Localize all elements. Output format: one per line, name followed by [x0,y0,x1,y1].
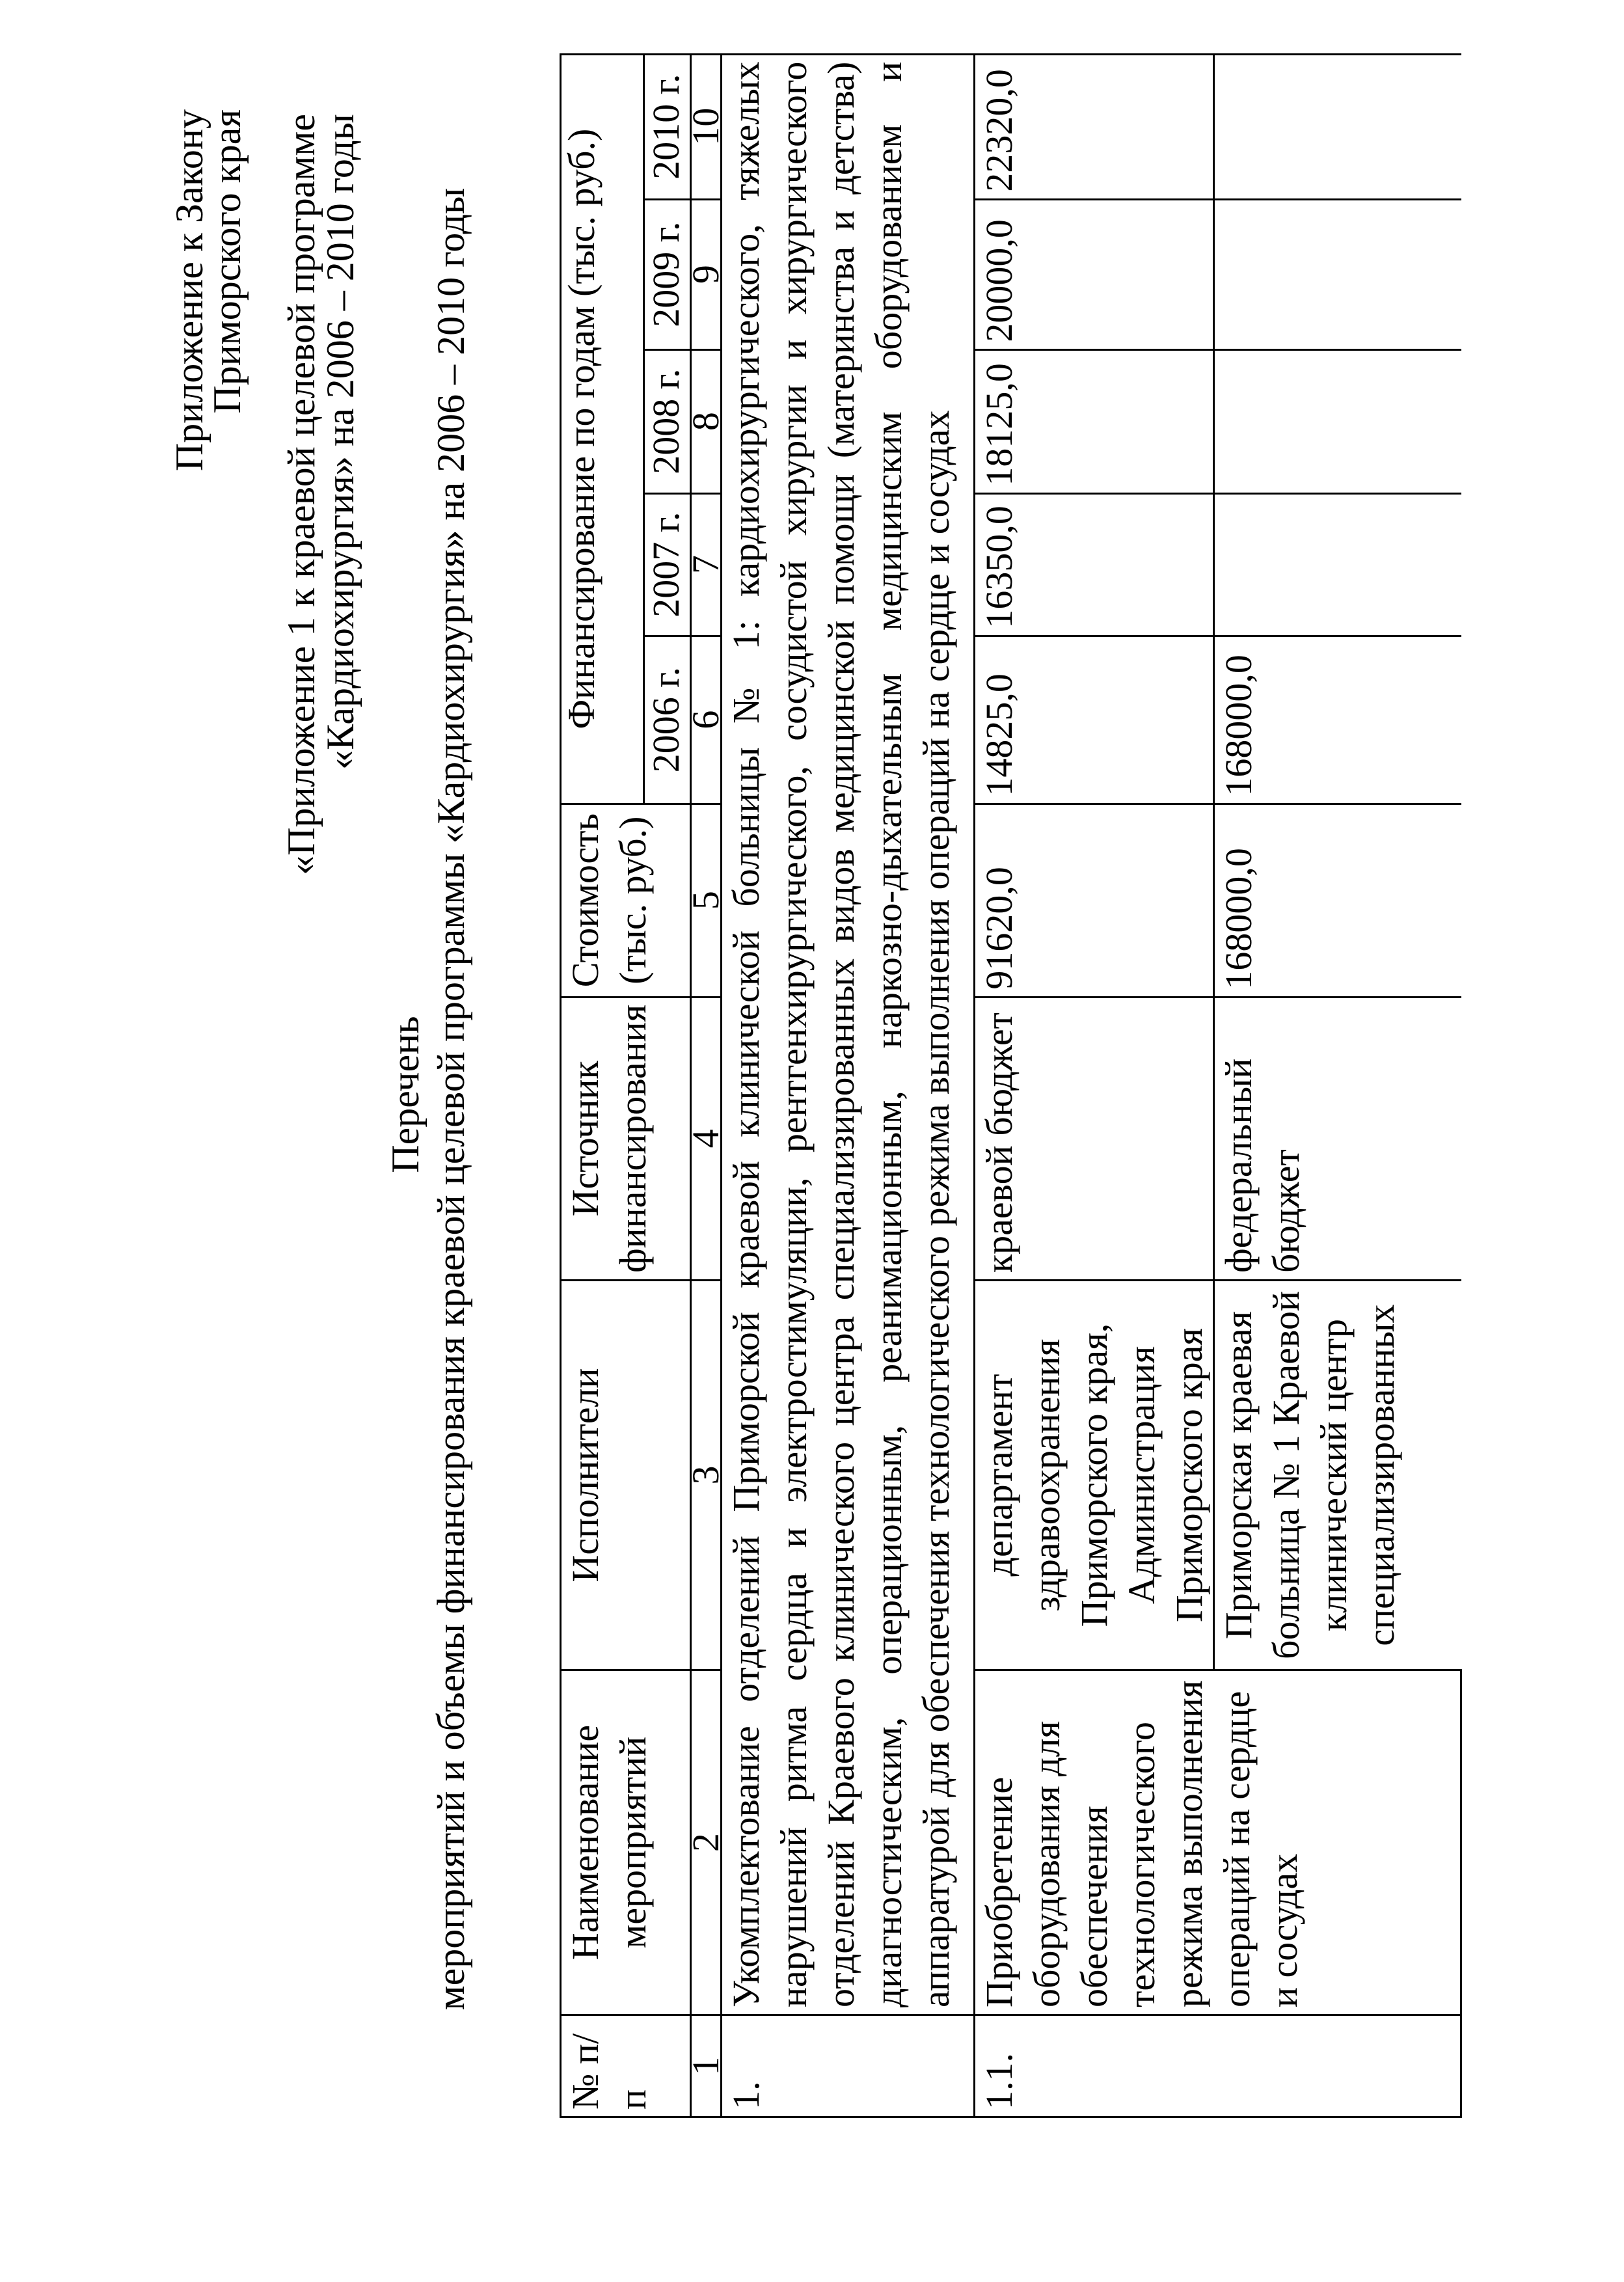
column-number: 10 [691,54,722,199]
item-source: краевой бюджет [975,997,1214,1280]
item-cost: 168000,0 [1214,804,1461,997]
program-appendix-line2: «Кардиохирургия» на 2006 – 2010 годы [319,114,362,770]
law-appendix-line2: Приморского края [206,109,249,414]
item-executors: департамент здравоохранения Приморского края, Администрация Приморского края [975,1281,1214,1670]
program-appendix-line1: «Приложение 1 к краевой целевой программе [280,114,323,875]
item-source: федеральный бюджет [1214,997,1461,1280]
item-year-value: 14825,0 [975,636,1214,804]
header-year: 2010 г. [644,54,691,199]
column-number: 9 [691,199,722,349]
item-name: Приобретение оборудования для обеспечения технологического режима выполнения операций на сердце и сосудах [975,1670,1461,2015]
item-year-value [1214,54,1461,199]
table-row [975,54,1214,2117]
item-year-value [1214,199,1461,349]
column-number: 1 [691,2015,722,2117]
header-year: 2006 г. [644,636,691,804]
item-year-value: 22320,0 [975,54,1214,199]
financing-table [560,53,1462,2118]
item-year-value: 168000,0 [1214,636,1461,804]
header-source: Источник финансирования [561,997,691,1280]
header-year: 2007 г. [644,493,691,636]
document-subtitle: мероприятий и объемы финансирования краевой целевой программы «Кардиохирургия» на 2006 – 2010 годы [429,187,472,2011]
item-executors: Приморская краевая больница № 1 Краевой клинический центр специализированных [1214,1281,1461,1670]
item-year-value [1214,493,1461,636]
header-cost: Стоимость (тыс. руб.) [561,804,691,997]
item-year-value: 16350,0 [975,493,1214,636]
item-num: 1.1. [975,2015,1461,2117]
column-number: 4 [691,997,722,1280]
column-number: 7 [691,493,722,636]
header-executors: Исполнители [561,1281,691,1670]
column-number: 6 [691,636,722,804]
item-year-value [1214,349,1461,493]
item-cost: 91620,0 [975,804,1214,997]
section-num: 1. [722,2015,975,2117]
law-appendix-line1: Приложение к Закону [168,109,211,472]
section-text: Укомплектование отделений Приморской краевой клинической больницы № 1: кардиохирургического, тяжелых нарушений ритма сердца и электростимуляции, рентгенхирургического, сосудистой хирургии и хирургического отделений Краевого клинического центра специализированных видов медицинской помощи (материнства и детства) диагностическим, операционным, реанимационным, наркозно-дыхательным медицинским оборудованием и аппаратурой для обеспечения технологического режима выполнения операций на сердце и сосудах [722,54,975,2015]
header-financing: Финансирование по годам (тыс. руб.) [561,54,644,804]
column-number: 3 [691,1281,722,1670]
column-number: 8 [691,349,722,493]
header-num: № п/п [561,2015,691,2117]
header-year: 2009 г. [644,199,691,349]
document-title: Перечень [384,1016,427,1173]
column-number: 2 [691,1670,722,2015]
column-numbers-row [691,54,722,2117]
column-number: 5 [691,804,722,997]
section-row [722,54,975,2117]
item-year-value: 18125,0 [975,349,1214,493]
header-name: Наименование мероприятий [561,1670,691,2015]
item-year-value: 20000,0 [975,199,1214,349]
header-year: 2008 г. [644,349,691,493]
header-row [561,54,644,2117]
